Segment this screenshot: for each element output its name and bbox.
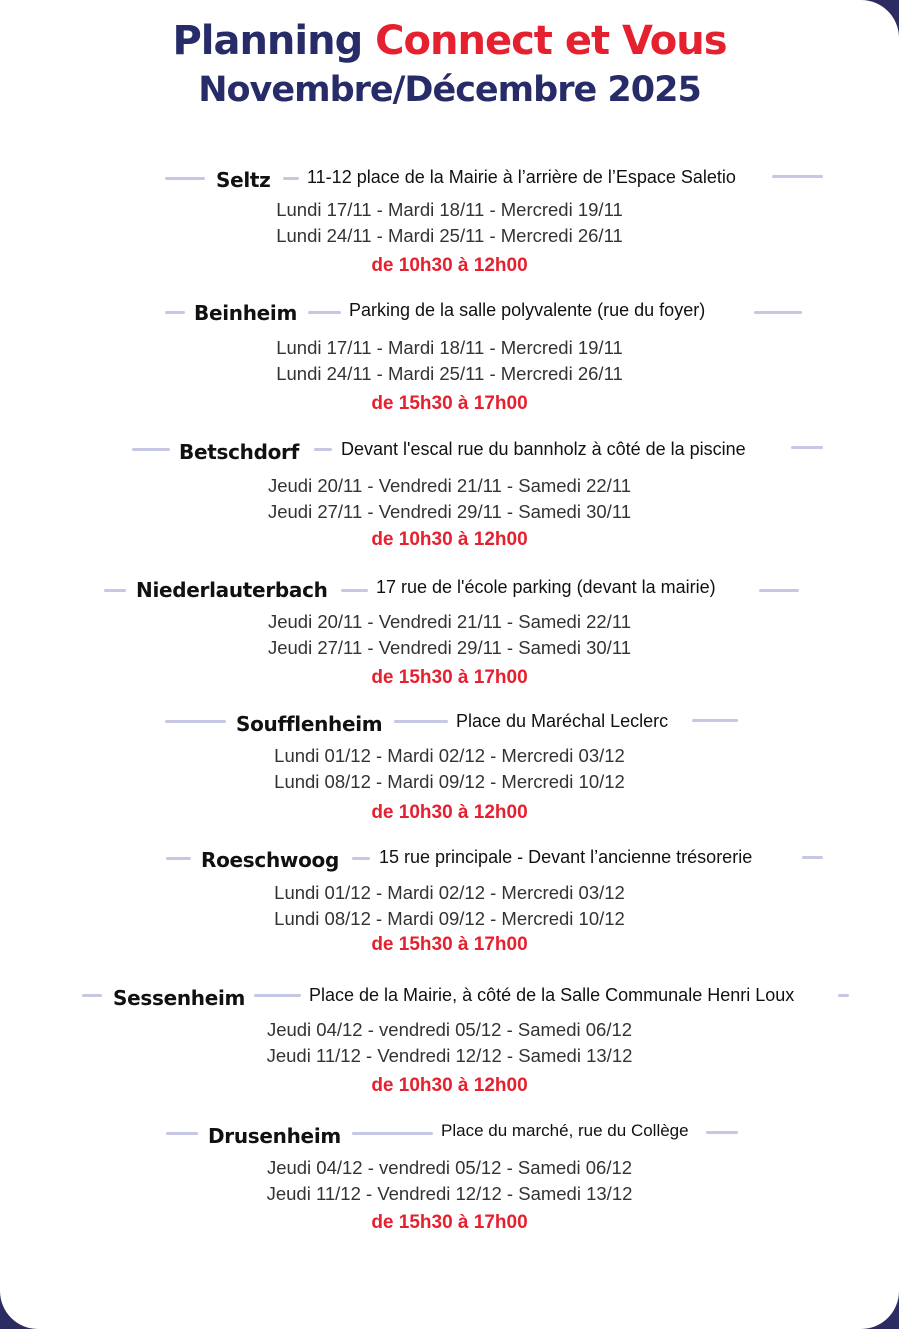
location-address: 11-12 place de la Mairie à l’arrière de l’Espace Saletio <box>307 167 736 187</box>
location-header <box>0 1120 899 1150</box>
location-address: 15 rue principale - Devant l’ancienne trésorerie <box>379 847 753 867</box>
opening-hours: de 10h30 à 12h00 <box>371 1075 528 1096</box>
divider-line <box>132 448 170 451</box>
location-header <box>0 297 899 327</box>
divider-line <box>352 857 370 860</box>
divider-line <box>394 720 448 723</box>
divider-line <box>166 1132 198 1135</box>
page-title <box>0 18 899 64</box>
divider-line <box>791 446 823 449</box>
location-header <box>0 708 899 738</box>
dates-line-1: Lundi 01/12 - Mardi 02/12 - Mercredi 03/12 <box>274 882 625 903</box>
dates-line-2: Lundi 24/11 - Mardi 25/11 - Mercredi 26/11 <box>276 225 623 246</box>
divider-line <box>166 857 191 860</box>
location-header <box>0 574 899 604</box>
divider-line <box>314 448 332 451</box>
divider-line <box>706 1131 738 1134</box>
opening-hours: de 10h30 à 12h00 <box>371 529 528 550</box>
opening-hours: de 10h30 à 12h00 <box>371 802 528 823</box>
dates-line-2: Jeudi 11/12 - Vendredi 12/12 - Samedi 13/12 <box>266 1045 633 1066</box>
location-header <box>0 982 899 1012</box>
town-name: Beinheim <box>194 301 298 325</box>
location-header <box>0 436 899 466</box>
town-name: Soufflenheim <box>236 712 383 736</box>
location-header <box>0 844 899 874</box>
divider-line <box>352 1132 433 1135</box>
divider-line <box>254 994 301 997</box>
page-subtitle: Novembre/Décembre 2025 <box>198 70 701 110</box>
divider-line <box>802 856 823 859</box>
divider-line <box>341 589 368 592</box>
divider-line <box>283 177 299 180</box>
title-connect-et-vous: Connect et Vous <box>375 18 727 64</box>
dates-line-1: Lundi 17/11 - Mardi 18/11 - Mercredi 19/11 <box>276 337 623 358</box>
dates-line-2: Jeudi 27/11 - Vendredi 29/11 - Samedi 30/11 <box>267 637 632 658</box>
divider-line <box>692 719 738 722</box>
opening-hours: de 15h30 à 17h00 <box>371 1212 528 1233</box>
dates-line-1: Lundi 01/12 - Mardi 02/12 - Mercredi 03/12 <box>274 745 625 766</box>
dates-line-2: Lundi 08/12 - Mardi 09/12 - Mercredi 10/12 <box>274 771 625 792</box>
location-address: Devant l'escal rue du bannholz à côté de la piscine <box>341 439 746 459</box>
dates-line-2: Lundi 24/11 - Mardi 25/11 - Mercredi 26/11 <box>276 363 623 384</box>
location-header <box>0 164 899 194</box>
town-name: Betschdorf <box>179 440 299 464</box>
location-address: Parking de la salle polyvalente (rue du foyer) <box>349 300 706 320</box>
dates-line-1: Jeudi 04/12 - vendredi 05/12 - Samedi 06/12 <box>266 1157 633 1178</box>
opening-hours: de 15h30 à 17h00 <box>371 934 528 955</box>
town-name: Drusenheim <box>208 1124 341 1148</box>
divider-line <box>104 589 126 592</box>
dates-line-1: Jeudi 20/11 - Vendredi 21/11 - Samedi 22/11 <box>267 475 632 496</box>
town-name: Sessenheim <box>113 986 246 1010</box>
dates-line-2: Jeudi 27/11 - Vendredi 29/11 - Samedi 30/11 <box>267 501 632 522</box>
divider-line <box>772 175 823 178</box>
dates-line-1: Jeudi 04/12 - vendredi 05/12 - Samedi 06/12 <box>266 1019 633 1040</box>
dates-line-1: Jeudi 20/11 - Vendredi 21/11 - Samedi 22/11 <box>267 611 632 632</box>
divider-line <box>165 177 205 180</box>
dates-line-2: Lundi 08/12 - Mardi 09/12 - Mercredi 10/12 <box>274 908 625 929</box>
location-address: Place du Maréchal Leclerc <box>456 711 669 731</box>
dates-line-2: Jeudi 11/12 - Vendredi 12/12 - Samedi 13/12 <box>266 1183 633 1204</box>
divider-line <box>838 994 849 997</box>
town-name: Niederlauterbach <box>136 578 328 602</box>
divider-line <box>308 311 341 314</box>
town-name: Roeschwoog <box>201 848 339 872</box>
divider-line <box>165 311 185 314</box>
title-planning: Planning <box>172 18 363 64</box>
town-name: Seltz <box>216 168 271 192</box>
divider-line <box>759 589 799 592</box>
divider-line <box>165 720 226 723</box>
opening-hours: de 15h30 à 17h00 <box>371 393 528 414</box>
divider-line <box>82 994 102 997</box>
location-address: Place de la Mairie, à côté de la Salle Communale Henri Loux <box>309 985 795 1005</box>
opening-hours: de 15h30 à 17h00 <box>371 667 528 688</box>
divider-line <box>754 311 802 314</box>
location-address: 17 rue de l'école parking (devant la mairie) <box>376 577 716 597</box>
location-address: Place du marché, rue du Collège <box>441 1121 689 1140</box>
dates-line-1: Lundi 17/11 - Mardi 18/11 - Mercredi 19/11 <box>276 199 623 220</box>
opening-hours: de 10h30 à 12h00 <box>371 255 528 276</box>
